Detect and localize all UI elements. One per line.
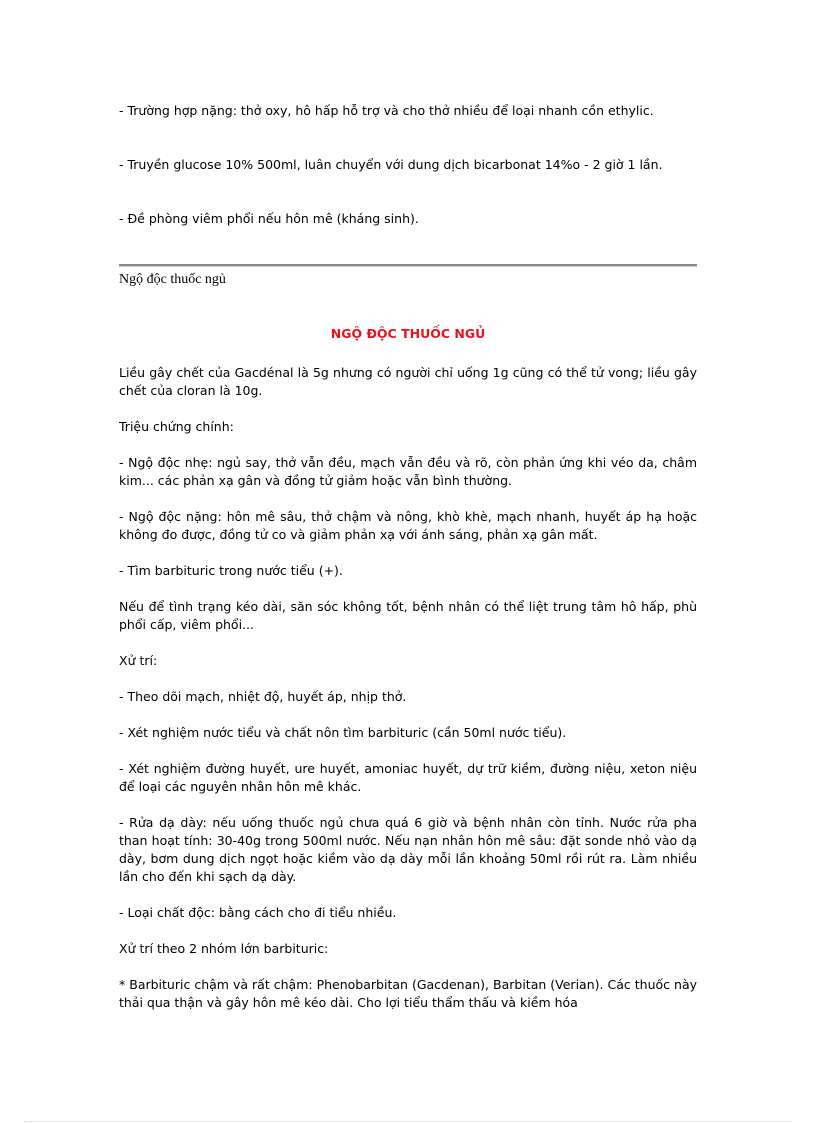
page-bottom-border bbox=[24, 1121, 792, 1122]
paragraph-treatment-title: Xử trí: bbox=[119, 653, 158, 668]
paragraph-urine-vomit-test: - Xét nghiệm nước tiểu và chất nôn tìm barbituric (cần 50ml nước tiểu). bbox=[119, 725, 567, 740]
paragraph-glucose: - Truyền glucose 10% 500ml, luân chuyển với dung dịch bicarbonat 14%o - 2 giờ 1 lần. bbox=[119, 157, 663, 172]
paragraph-monitoring: - Theo dõi mạch, nhiệt độ, huyết áp, nhịp thở. bbox=[119, 689, 407, 704]
paragraph-slow-barbiturics: * Barbituric chậm và rất chậm: Phenobarbitan (Gacdenan), Barbitan (Verian). Các thuốc này thải qua thận và gây hôn mê kéo dài. Cho lợi tiểu thẩm thấu và kiềm hóa bbox=[119, 977, 697, 1010]
paragraph-severe-poisoning: - Ngộ độc nặng: hôn mê sâu, thở chậm và nông, khò khè, mạch nhanh, huyết áp hạ hoặc không đo được, đồng tử co và giảm phản xạ với ánh sáng, phản xạ gân mất. bbox=[119, 509, 697, 542]
paragraph-severe-case: - Trường hợp nặng: thở oxy, hô hấp hỗ trợ và cho thở nhiều để loại nhanh cồn ethylic. bbox=[119, 103, 654, 118]
paragraph-lethal-dose: Liều gây chết của Gacdénal là 5g nhưng có người chỉ uống 1g cũng có thể tử vong; liều gây chết của cloran là 10g. bbox=[119, 365, 697, 398]
paragraph-complications: Nếu để tình trạng kéo dài, săn sóc không tốt, bệnh nhân có thể liệt trung tâm hô hấp, phù phổi cấp, viêm phổi... bbox=[119, 599, 697, 632]
paragraph-blood-tests: - Xét nghiệm đường huyết, ure huyết, amoniac huyết, dự trữ kiềm, đường niệu, xeton niệu để loại các nguyên nhân hôn mê khác. bbox=[119, 761, 697, 794]
paragraph-pneumonia-prevention: - Đề phòng viêm phổi nếu hôn mê (kháng sinh). bbox=[119, 211, 419, 226]
page-heading: NGỘ ĐỘC THUỐC NGỦ bbox=[330, 326, 486, 341]
paragraph-urine-test: - Tìm barbituric trong nước tiểu (+). bbox=[119, 563, 343, 578]
section-label: Ngộ độc thuốc ngủ bbox=[119, 272, 226, 287]
paragraph-mild-poisoning: - Ngộ độc nhẹ: ngủ say, thở vẫn đều, mạch vẫn đều và rõ, còn phản ứng khi véo da, châm kim... các phản xạ gân và đồng tử giảm hoặc vẫn bình thường. bbox=[119, 455, 697, 488]
paragraph-toxin-removal: - Loại chất độc: bằng cách cho đi tiểu nhiều. bbox=[119, 905, 397, 920]
section-divider bbox=[119, 264, 697, 267]
paragraph-gastric-lavage: - Rửa dạ dày: nếu uống thuốc ngủ chưa quá 6 giờ và bệnh nhân còn tỉnh. Nước rửa pha than hoạt tính: 30-40g trong 500ml nước. Nếu nạn nhân hôn mê sâu: đặt sonde nhỏ vào dạ dày, bơm dung dịch ngọt hoặc kiềm vào dạ dày mỗi lần khoảng 50ml rồi rút ra. Làm nhiều lần cho đến khi sạch dạ dày. bbox=[119, 815, 697, 884]
paragraph-symptoms-title: Triệu chứng chính: bbox=[119, 419, 234, 434]
paragraph-barbituric-groups: Xử trí theo 2 nhóm lớn barbituric: bbox=[119, 941, 329, 956]
